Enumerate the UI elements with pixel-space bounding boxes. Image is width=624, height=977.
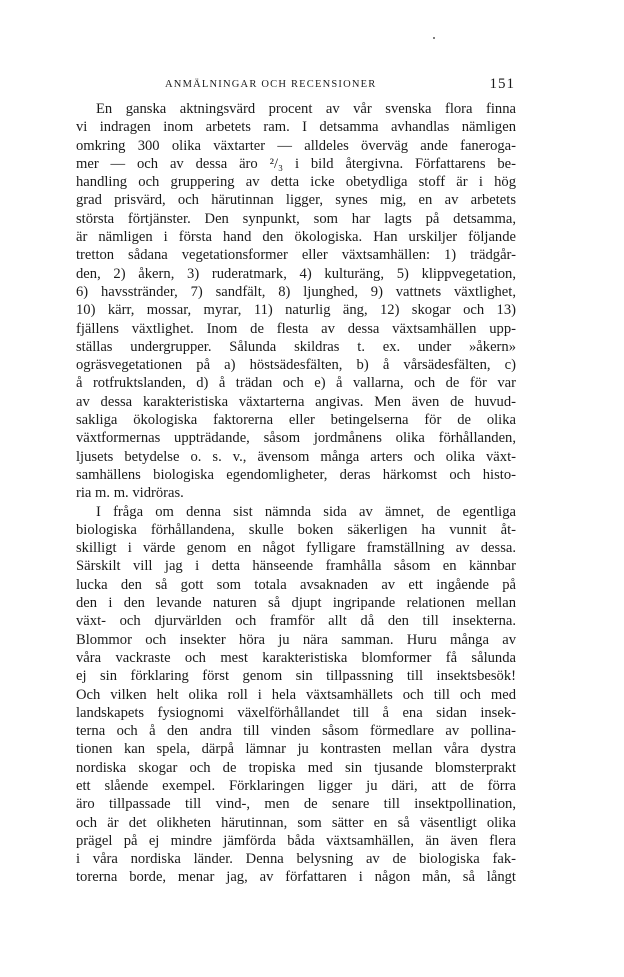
text-line: av dessa karakteristiska växtarterna angivas. Men även de huvud-	[76, 393, 516, 410]
text-line: omkring 300 olika växtarter — alldeles överväg ande fanerogа-	[76, 137, 516, 154]
text-line: I fråga om denna sist nämnda sida av ämnet, de egentliga	[96, 503, 516, 520]
text-line: tionen kan spela, därpå lämnar ju kontrasten mellan våra dystra	[76, 741, 516, 758]
text-line: å rotfruktslanden, d) å trädan och e) å vallarna, och de för var	[76, 375, 516, 392]
text-line: den i den levande naturen så djupt ingripande relationen mellan	[76, 595, 516, 612]
text-line: ria m. m. vidröras.	[76, 485, 184, 502]
text-line: Blommor och insekter höra ju nära samman. Huru många av	[76, 631, 516, 648]
text-line: mer — och av dessa äro ²/₃ i bild återgivna. Författarens be-	[76, 155, 516, 172]
text-line: växt- och djurvärlden och framför allt då den till insekterna.	[76, 613, 516, 630]
text-line: ogräsvegetationen på a) höstsädesfälten, b) å vårsädesfälten, c)	[76, 357, 516, 374]
text-line: den, 2) åkern, 3) ruderatmark, 4) kulturäng, 5) klippvegetation,	[76, 265, 516, 282]
text-line: ej sin förklaring först genom sin tillpassning till insektsbesök!	[76, 668, 516, 685]
text-line: ljusets betydelse o. s. v., ävensom många arters och olika växt-	[76, 448, 516, 465]
body-text	[76, 100, 516, 887]
text-line: torerna borde, menar jag, av författaren i någon mån, så långt	[76, 869, 516, 886]
text-line: våra vackraste och mest karakteristiska blomformer få sålunda	[76, 649, 516, 666]
text-line: och är det olikheten härutinnan, som sätter en så väsentligt olika	[76, 814, 516, 831]
text-line: lucka den så gott som totala avsaknaden av ett ingående på	[76, 576, 516, 593]
text-line: sakliga ökologiska faktorerna eller betingelserna för de olika	[76, 412, 516, 429]
text-line: landskapets fysiognomi växelförhållandet till å ena sidan insek-	[76, 704, 516, 721]
text-line: är nämligen i första hand den ökologiska. Han urskiljer följande	[76, 229, 516, 246]
text-line: tretton sådana vegetationsformer eller växtsamhällen: 1) trädgår-	[76, 247, 516, 264]
text-line: nordiska skogar och de tropiska med sin tjusande blomsterprakt	[76, 759, 516, 776]
text-line: största förtjänster. Den synpunkt, som har lagts på detsamma,	[76, 210, 516, 227]
text-line: terna och å den andra till vinden såsom förmedlare av pollina-	[76, 723, 516, 740]
text-line: ett slående exempel. Förklaringen ligger ju däri, att de förra	[76, 777, 516, 794]
text-line: skilligt i värde genom en något fylligare framställning av dessa.	[76, 540, 516, 557]
text-line: växtformernas uppträdande, såsom jordmånens olika förhållanden,	[76, 430, 516, 447]
text-line: 10) kärr, mossar, myrar, 11) naturlig äng, 12) skogar och 13)	[76, 302, 516, 319]
text-line: prägel på ej mindre jämförda båda växtsamhällen, än även flera	[76, 832, 516, 849]
running-head	[125, 76, 515, 94]
text-line: handling och gruppering av detta icke obetydliga stoff är i hög	[76, 174, 516, 191]
text-line: grad prisvärd, och härutinnan ligger, synes mig, en av arbetets	[76, 192, 516, 209]
text-line: Och vilken helt olika roll i hela växtsamhällets och till och med	[76, 686, 516, 703]
text-line: ställas undergrupper. Sålunda skildras t. ex. under »åkern»	[76, 338, 516, 355]
paper-speck	[433, 37, 435, 39]
page-number: 151	[489, 76, 515, 92]
text-line: samhällens biologiska egendomligheter, deras härkomst och histo-	[76, 466, 516, 483]
text-line: fjällens växtlighet. Inom de flesta av dessa växtsamhällen upp-	[76, 320, 516, 337]
text-line: biologiska förhållandena, skulle boken säkerligen ha vunnit åt-	[76, 521, 516, 538]
text-line: 6) havsstränder, 7) sandfält, 8) ljunghed, 9) vattnets växtlighet,	[76, 283, 516, 300]
text-line: äro tillpassade till vind-, men de senare till insektpollination,	[76, 796, 516, 813]
text-line: i våra nordiska länder. Denna belysning av de biologiska fak-	[76, 851, 516, 868]
running-head-title: ANMÄLNINGAR OCH RECENSIONER	[165, 79, 377, 90]
text-line: Särskilt vill jag i detta hänseende framhålla såsom en kännbar	[76, 558, 516, 575]
text-line: vi indragen inom arbetets ram. I detsamma avhandlas nämligen	[76, 119, 516, 136]
text-line: En ganska aktningsvärd procent av vår svenska flora finna	[96, 101, 516, 117]
